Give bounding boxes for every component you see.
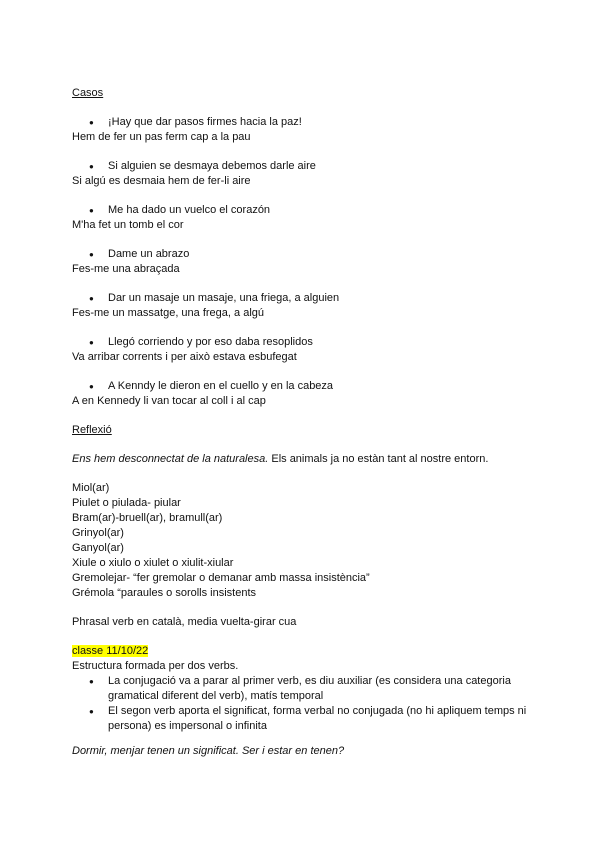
animal-sound-word: Gremolejar- “fer gremolar o demanar amb massa insistència” [72,572,370,584]
casos-heading: Casos [72,87,104,99]
animal-sound-word: Piulet o piulada- piular [72,497,181,509]
case-item [72,159,542,189]
case-item [72,379,542,409]
case-catalan: Va arribar corrents i per això estava esbufegat [72,351,297,363]
case-item [72,291,542,321]
animal-sound-word: Ganyol(ar) [72,542,124,554]
classe-bullet: ● El segon verb aporta el significat, forma verbal no conjugada (no hi apliquem temps ni persona) es impersonal o infinita [72,704,542,734]
document-page [72,86,542,759]
classe-question: Dormir, menjar tenen un significat. Ser i estar en tenen? [72,745,345,757]
case-spanish: ● Si alguien se desmaya debemos darle aire [72,159,542,174]
classe-bullet: ● La conjugació va a parar al primer verb, es diu auxiliar (es considera una categoria gramatical diferent del verb), matís temporal [72,674,542,704]
case-catalan: Fes-me un massatge, una frega, a algú [72,307,264,319]
case-item [72,115,542,145]
classe-intro: Estructura formada per dos verbs. [72,660,239,672]
reflexio-intro [72,452,542,467]
animal-sound-word: Miol(ar) [72,482,110,494]
animal-sound-word: Grinyol(ar) [72,527,124,539]
classe-title [72,644,542,659]
case-catalan: M'ha fet un tomb el cor [72,219,184,231]
case-catalan: A en Kennedy li van tocar al coll i al cap [72,395,266,407]
case-item [72,247,542,277]
case-spanish: ● Llegó corriendo y por eso daba resoplidos [72,335,542,350]
case-spanish: ● A Kenndy le dieron en el cuello y en la cabeza [72,379,542,394]
case-item [72,203,542,233]
case-spanish: ● Dar un masaje un masaje, una friega, a alguien [72,291,542,306]
reflexio-intro-italic: Ens hem desconnectat de la naturalesa. [72,453,269,465]
case-catalan: Fes-me una abraçada [72,263,180,275]
case-spanish: ● ¡Hay que dar pasos firmes hacia la paz! [72,115,542,130]
classe-date-highlight: classe 11/10/22 [72,645,149,657]
animal-sound-word: Bram(ar)-bruell(ar), bramull(ar) [72,512,223,524]
case-catalan: Si algú es desmaia hem de fer-li aire [72,175,251,187]
case-spanish: ● Me ha dado un vuelco el corazón [72,203,542,218]
case-spanish: ● Dame un abrazo [72,247,542,262]
reflexio-heading: Reflexió [72,424,112,436]
animal-sound-word: Xiule o xiulo o xiulet o xiulit-xiular [72,557,234,569]
case-catalan: Hem de fer un pas ferm cap a la pau [72,131,251,143]
animal-sound-word: Grémola “paraules o sorolls insistents [72,587,257,599]
phrasal-verb-note: Phrasal verb en català, media vuelta-girar cua [72,616,297,628]
reflexio-intro-rest: Els animals ja no estàn tant al nostre entorn. [268,453,489,465]
animal-sounds-list [72,481,542,601]
case-item [72,335,542,365]
